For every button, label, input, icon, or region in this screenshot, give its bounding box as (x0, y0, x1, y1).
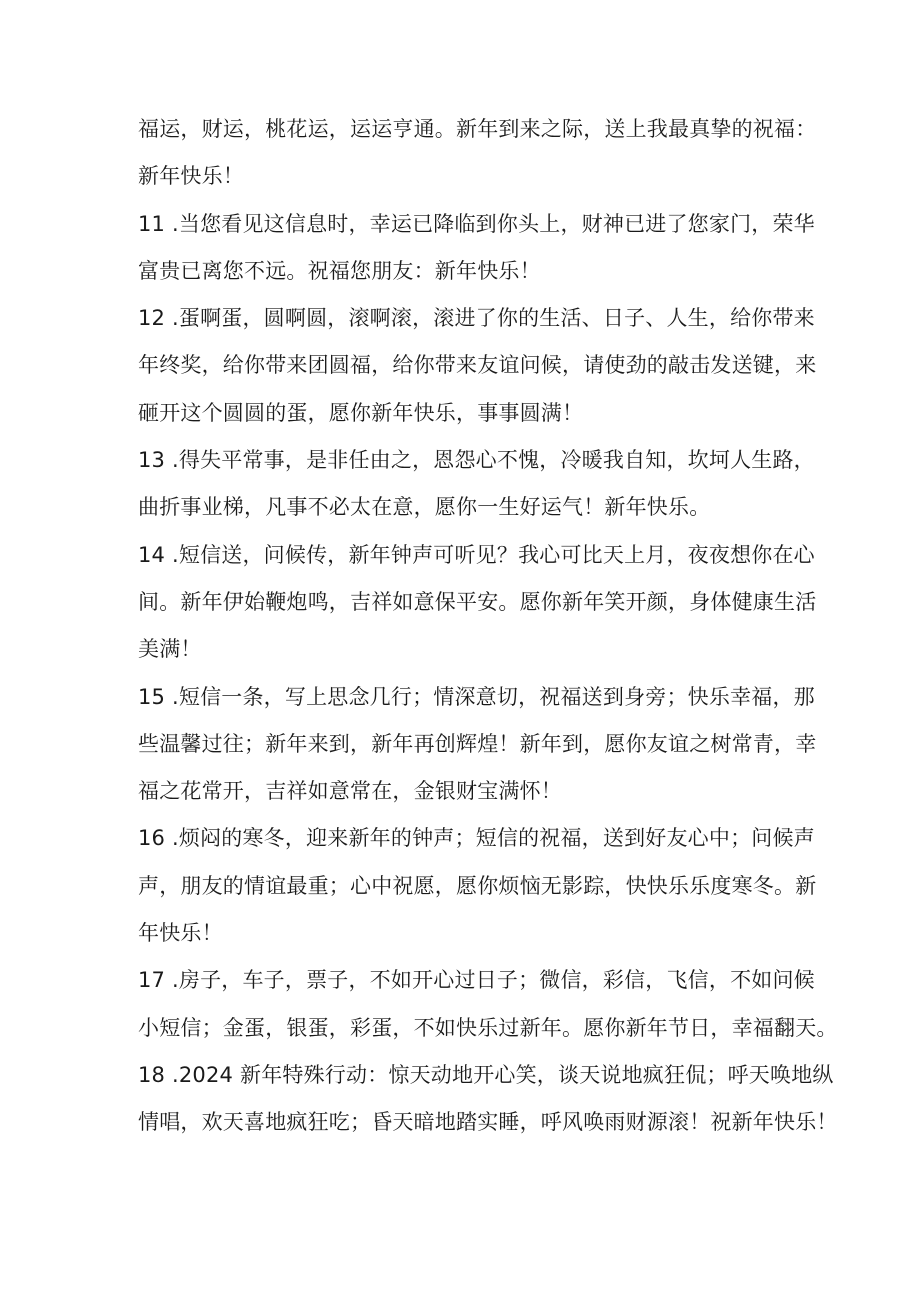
text-line-18: 年快乐！ (138, 921, 223, 946)
document-body (138, 106, 838, 1147)
text-line-3: 11 .当您看见这信息时，幸运已降临到你头上，财神已进了您家门，荣华 (138, 211, 815, 236)
text-line-22: 情唱，欢天喜地疯狂吃；昏天暗地踏实睡，呼风唤雨财源滚！祝新年快乐！ (138, 1110, 838, 1135)
text-line-16: 16 .烦闷的寒冬，迎来新年的钟声；短信的祝福，送到好友心中；问候声 (138, 826, 815, 851)
text-line-6: 年终奖，给你带来团圆福，给你带来友谊问候，请使劲的敲击发送键，来 (138, 353, 817, 378)
text-line-9: 曲折事业梯，凡事不必太在意，愿你一生好运气！新年快乐。 (138, 495, 711, 520)
text-line-7: 砸开这个圆圆的蛋，愿你新年快乐，事事圆满！ (138, 400, 584, 425)
text-line-12: 美满！ (138, 637, 202, 662)
text-line-8: 13 .得失平常事，是非任由之，恩怨心不愧，冷暖我自知，坎坷人生路， (138, 448, 815, 473)
text-line-1: 福运，财运，桃花运，运运亨通。新年到来之际，送上我最真挚的祝福： (138, 117, 817, 141)
text-line-14: 些温馨过往；新年来到，新年再创辉煌！新年到，愿你友谊之树常青，幸 (138, 731, 817, 756)
text-line-19: 17 .房子，车子，票子，不如开心过日子；微信，彩信，飞信，不如问候 (138, 968, 815, 993)
text-line-4: 富贵已离您不远。祝福您朋友：新年快乐！ (138, 258, 541, 283)
text-line-20: 小短信；金蛋，银蛋，彩蛋，不如快乐过新年。愿你新年节日，幸福翻天。 (138, 1015, 838, 1040)
text-line-11: 间。新年伊始鞭炮鸣，吉祥如意保平安。愿你新年笑开颜，身体健康生活 (138, 589, 817, 614)
text-line-21: 18 .2024 新年特殊行动：惊天动地开心笑，谈天说地疯狂侃；呼天唤地纵 (138, 1062, 834, 1087)
text-line-10: 14 .短信送，问候传，新年钟声可听见？我心可比天上月，夜夜想你在心 (138, 542, 815, 567)
text-line-2: 新年快乐！ (138, 164, 244, 189)
text-line-5: 12 .蛋啊蛋，圆啊圆，滚啊滚，滚进了你的生活、日子、人生，给你带来 (138, 306, 815, 331)
text-line-15: 福之花常开，吉祥如意常在，金银财宝满怀！ (138, 779, 562, 804)
text-line-17: 声，朋友的情谊最重；心中祝愿，愿你烦恼无影踪，快快乐乐度寒冬。新 (138, 873, 817, 898)
text-line-13: 15 .短信一条，写上思念几行；情深意切，祝福送到身旁；快乐幸福，那 (138, 684, 815, 709)
